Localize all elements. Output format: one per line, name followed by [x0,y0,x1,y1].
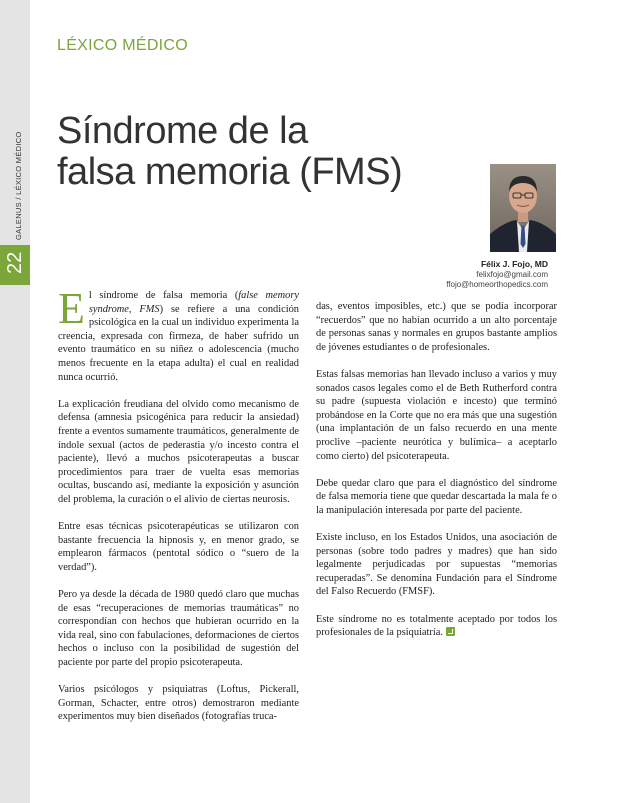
author-block [446,259,548,290]
paragraph-1-italic: false memory syndrome, FMS [88,290,299,315]
paragraph-6: das, eventos imposibles, etc.) que se podía incorporar “recuerdos” que no habían ocurrido a un alto porcentaje de personas sanas y normales en grupos bastante amplios de jóvenes estudiantes o de profesionales. [316,301,557,353]
sidebar-label: GALENUS / LÉXICO MÉDICO [14,131,23,240]
paragraph-1-text-a: l síndrome de falsa memoria ( [88,290,239,301]
paragraph-7: Estas falsas memorias han llevado incluso a varios y muy sonados casos legales como el de Beth Rutherford contra su padre (supuesta violación e incesto) que terminó probándose en la Corte que no era más que una sugestión (una implantación de un falso recuerdo en una mente proclive –paciente neurótica y bulímica– a aceptarlo como cierto) del psicoterapeuta. [316,368,557,462]
article-column-left [58,284,299,738]
paragraph-10 [316,613,557,640]
paragraph-3: Entre esas técnicas psicoterapéuticas se utilizaron con bastante frecuencia la hipnosis y, en menor grado, se emplearon fármacos (pentotal sódico o “suero de la verdad”). [58,521,299,573]
section-label: LÉXICO MÉDICO [57,37,189,54]
author-photo [490,164,556,252]
article-title [57,111,402,193]
paragraph-1 [58,284,299,384]
author-email-1: felixfojo@gmail.com [476,270,548,279]
end-of-article-icon [446,627,455,636]
paragraph-1-text-b: ) se refiere a una condición psicológica en la cual un individuo experimenta la creencia, expresada con firmeza, de haber sufrido un evento traumático en su niñez o adolescencia (mucho menos frecuente en la etapa adulta) el cual en realidad nunca ocurrió. [58,303,299,383]
author-name: Félix J. Fojo, MD [480,259,548,269]
title-line-2: falsa memoria (FMS) [57,151,403,193]
drop-cap: E [58,284,85,333]
paragraph-4: Pero ya desde la década de 1980 quedó claro que muchas de esas “recuperaciones de memorias traumáticas” no correspondían con hechos que hubieran ocurrido en la vida real, sino con fabulaciones, deformaciones de ciertos hechos o incluso con la posibilidad de sugestión del paciente por parte del propio psicoterapeuta. [58,589,299,669]
article-column-right [316,300,557,653]
page-number: 22 [4,251,26,274]
title-line-1: Síndrome de la [57,110,308,152]
paragraph-2: La explicación freudiana del olvido como mecanismo de defensa (amnesia psicogénica para reducir la ansiedad) frente a eventos sumamente traumáticos, generalmente de índole sexual (actos de pederastia y/o incesto contra el paciente), llevó a muchos psicoterapeutas a buscar procedimientos para traer de vuelta esas memorias ocultas, buscando así, mediante la exposición y asunción del problema, la curación o el alivio de ciertas neurosis. [58,398,299,505]
author-email-2: ffojo@homeorthopedics.com [446,280,548,289]
author-portrait-image [490,164,556,252]
paragraph-10-text: Este síndrome no es totalmente aceptado por todos los profesionales de la psiquiatría. [316,613,557,639]
paragraph-9: Existe incluso, en los Estados Unidos, una asociación de personas (sobre todo padres y madres) que han sido legalmente perjudicadas por supuestas “memorias recuperadas”. Se denomina Fundación para el Síndrome del Falso Recuerdo (FMSF). [316,532,557,598]
paragraph-5: Varios psicólogos y psiquiatras (Loftus, Pickerall, Gorman, Schacter, entre otros) demostraron mediante experimentos muy bien diseñados (fotografías truca- [58,684,299,723]
page-sidebar [0,0,30,803]
paragraph-8: Debe quedar claro que para el diagnóstico del síndrome de falsa memoria tiene que quedar descartada la mala fe o la manipulación interesada por parte del paciente. [316,477,557,516]
